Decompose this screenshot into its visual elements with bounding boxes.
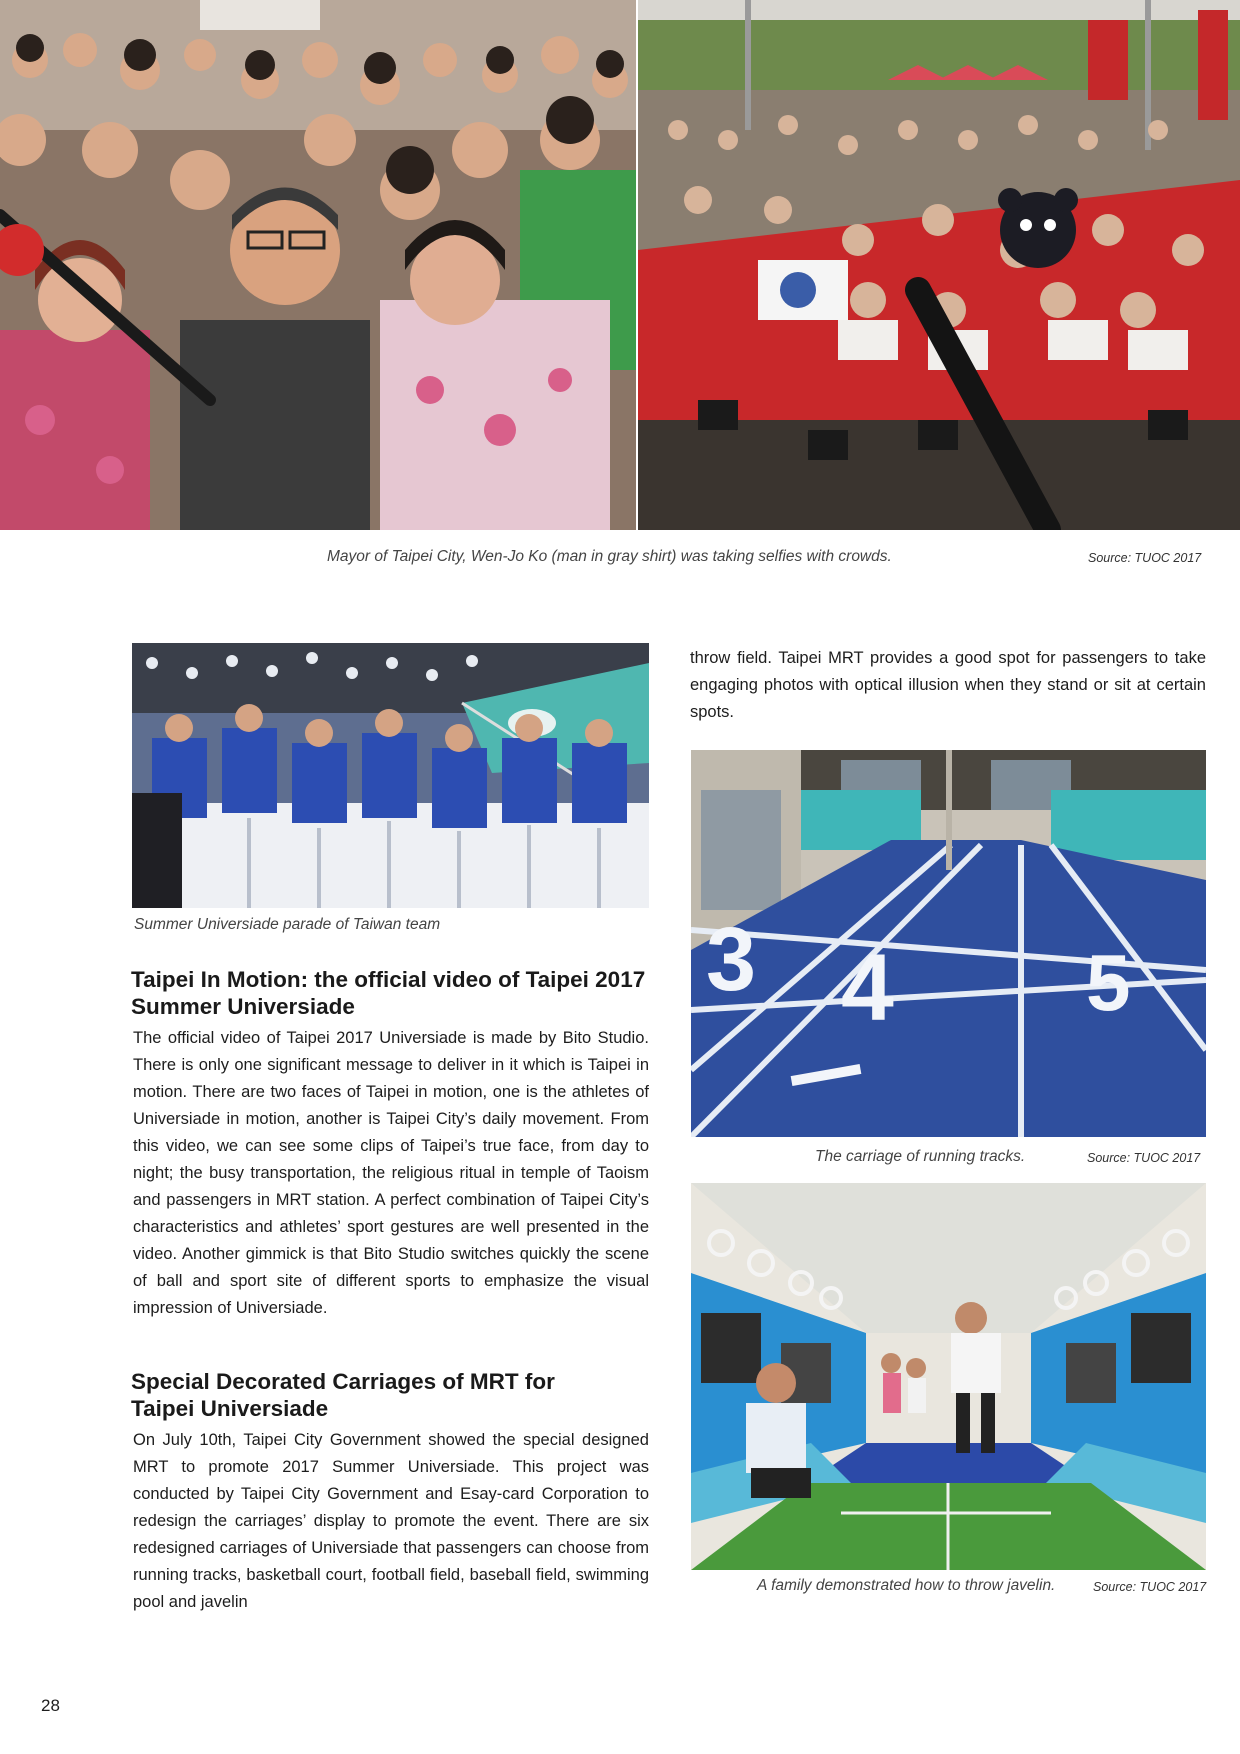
parade-caption: Summer Universiade parade of Taiwan team [134,916,441,933]
top-photo-caption: Mayor of Taipei City, Wen-Jo Ko (man in gray shirt) was taking selfies with crowds. [327,548,892,565]
section1-heading [131,966,661,1020]
track-caption: The carriage of running tracks. [815,1148,1026,1165]
parade-photo [132,643,649,908]
section1-heading-line1: Taipei In Motion: the official video of Taipei 2017 [131,967,646,992]
page-number: 28 [41,1696,60,1715]
top-photo-source: Source: TUOC 2017 [1088,551,1202,565]
section2-heading [131,1368,661,1422]
section1-body: The official video of Taipei 2017 Universiade is made by Bito Studio. There is only one significant message to deliver in it which is Taipei in motion. There are two faces of Taipei in motion, one is the athletes of Universiade in motion, another is Taipei City’s daily movement. From this video, we can see some clips of Taipei’s true face, from day to night; the busy transportation, the religious ritual in temple of Taoism and passengers in MRT station. A perfect combination of Taipei City’s characteristics and athletes’ sport gestures are well presented in the video. Another gimmick is that Bito Studio switches quickly the scene of ball and sport site of different sports to emphasize the visual impression of Universiade. [133,1029,649,1317]
javelin-source: Source: TUOC 2017 [1093,1580,1207,1594]
track-source: Source: TUOC 2017 [1087,1151,1201,1165]
javelin-caption: A family demonstrated how to throw javelin. [757,1577,1056,1594]
section2-heading-line2: Taipei Universiade [131,1396,329,1421]
lane-number-5: 5 [1086,938,1131,1027]
lane-number-3: 3 [706,910,757,1010]
mayor-selfie-photo [0,0,636,530]
javelin-carriage-photo [691,1183,1206,1570]
continued-text: throw field. Taipei MRT provides a good spot for passengers to take engaging photos with optical illusion when they stand or sit at certain spots. [690,649,1206,721]
aerial-crowd-photo [638,0,1240,530]
section2-body: On July 10th, Taipei City Government showed the special designed MRT to promote 2017 Summer Universiade. This project was conducted by Taipei City Government and Esay-card Corporation to redesign the carriages’ display to promote the event. There are six redesigned carriages of Universiade that passengers can choose from running tracks, basketball court, football field, baseball field, swimming pool and javelin [133,1431,649,1611]
section2-heading-line1: Special Decorated Carriages of MRT for [131,1369,555,1394]
running-track-carriage-photo [691,750,1206,1137]
section1-heading-line2: Summer Universiade [131,994,355,1019]
lane-number-4: 4 [841,935,894,1041]
